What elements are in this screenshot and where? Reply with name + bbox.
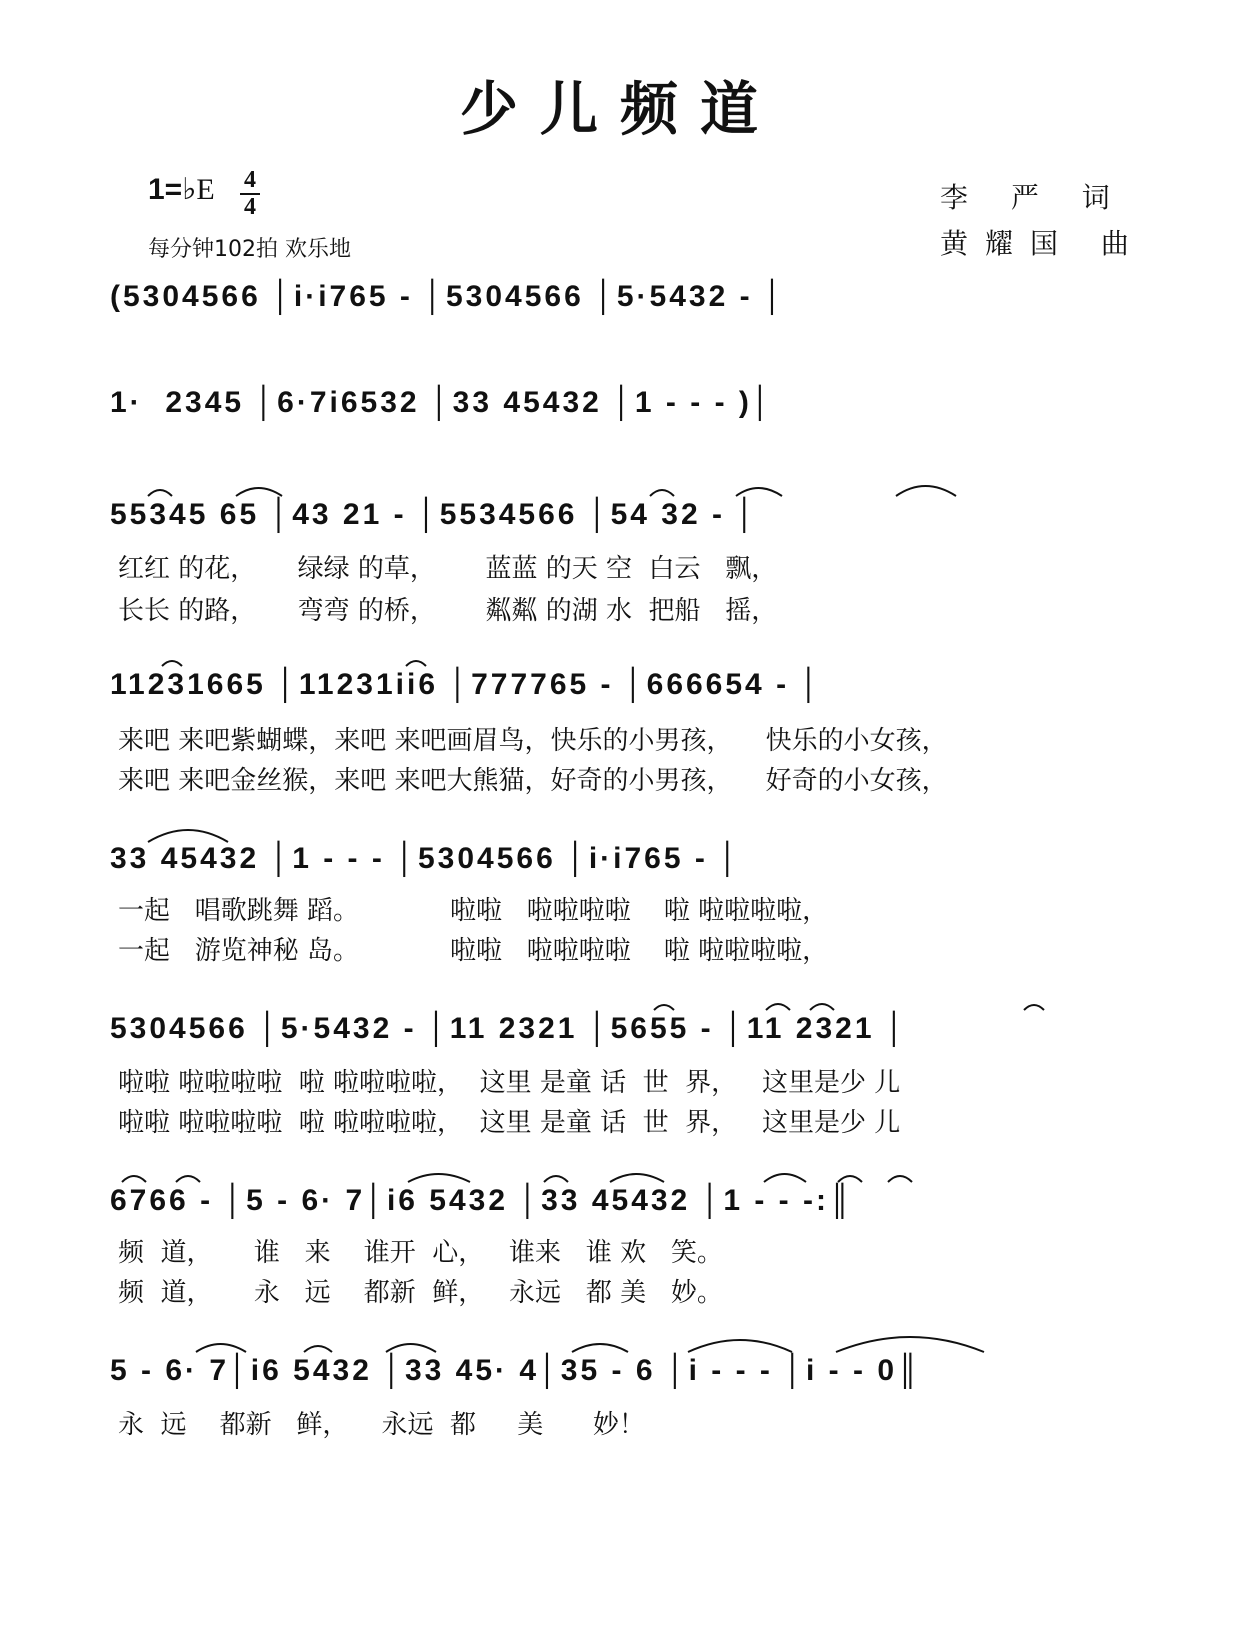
lyric-line-3b: 长长 的路， 弯弯 的桥， 粼粼 的湖 水 把船 摇， xyxy=(118,596,778,626)
slur-mark xyxy=(688,1340,792,1352)
lyricist-credit: 李 严 词 xyxy=(940,181,1127,214)
slur-mark xyxy=(304,1346,332,1352)
lyric-line-7a: 频 道， 谁 来 谁开 心， 谁来 谁 欢 笑。 xyxy=(118,1238,723,1268)
lyric-line-6b: 啦啦 啦啦啦啦 啦 啦啦啦啦， 这里 是童 话 世 界， 这里是少 儿 xyxy=(118,1108,901,1138)
composer-credit: 黄耀国 曲 xyxy=(940,227,1146,260)
slur-mark xyxy=(386,1344,436,1352)
slur-mark xyxy=(122,1176,146,1182)
slur-mark xyxy=(888,1176,912,1182)
slur-mark xyxy=(736,488,782,496)
slur-mark xyxy=(408,1174,470,1182)
slur-mark xyxy=(838,1176,862,1182)
score-line-3: 55345 65 │43 21 - │5534566 │54 32 - │ xyxy=(110,498,759,531)
key-flat: ♭E xyxy=(182,173,215,206)
slur-marks xyxy=(122,486,1044,1352)
lyric-line-7b: 频 道， 永 远 都新 鲜， 永远 都 美 妙。 xyxy=(118,1278,723,1308)
score-line-4: 11231665 │11231ii6 │777765 - │666654 - │ xyxy=(110,668,823,701)
key-prefix: 1= xyxy=(148,173,183,206)
lyric-line-5b: 一起 游览神秘 岛。 啦啦 啦啦啦啦 啦 啦啦啦啦， xyxy=(118,936,829,966)
score-line-7: 6766 - │5 - 6· 7│i6 5432 │33 45432 │1 - - -:║ xyxy=(110,1184,854,1217)
slur-mark xyxy=(406,661,426,666)
score-line-5: 33 45432 │1 - - - │5304566 │i·i765 - │ xyxy=(110,842,741,875)
slur-mark xyxy=(766,1004,790,1010)
slur-mark xyxy=(148,830,228,842)
slur-mark xyxy=(148,490,172,496)
slur-mark xyxy=(572,1344,628,1352)
slur-mark xyxy=(810,1004,834,1010)
slur-mark xyxy=(836,1337,984,1352)
slur-mark xyxy=(654,1005,674,1010)
slur-mark xyxy=(544,1176,568,1182)
slur-mark xyxy=(196,1344,246,1352)
slur-mark xyxy=(610,1174,664,1182)
score-line-6: 5304566 │5·5432 - │11 2321 │5655 - │11 2321 │ xyxy=(110,1012,908,1045)
song-title: 少儿频道 xyxy=(459,75,780,143)
meter-bottom: 4 xyxy=(244,194,256,220)
slur-mark xyxy=(162,661,182,666)
slur-mark xyxy=(764,1174,806,1182)
lyric-line-6a: 啦啦 啦啦啦啦 啦 啦啦啦啦， 这里 是童 话 世 界， 这里是少 儿 xyxy=(118,1068,901,1098)
tempo-marking: 每分钟102拍 欢乐地 xyxy=(148,237,351,262)
score-line-2: 1· 2345 │6·7i6532 │33 45432 │1 - - - )│ xyxy=(110,386,774,419)
lyric-line-4a: 来吧 来吧紫蝴蝶，来吧 来吧画眉鸟，快乐的小男孩， 快乐的小女孩， xyxy=(118,726,948,756)
slur-mark xyxy=(650,490,674,496)
slur-mark xyxy=(236,488,282,496)
meter-top: 4 xyxy=(244,167,256,193)
slur-mark xyxy=(896,486,956,496)
lyric-line-5a: 一起 唱歌跳舞 蹈。 啦啦 啦啦啦啦 啦 啦啦啦啦， xyxy=(118,896,829,926)
lyric-line-8a: 永 远 都新 鲜， 永远 都 美 妙！ xyxy=(118,1410,645,1440)
lyric-line-4b: 来吧 来吧金丝猴，来吧 来吧大熊猫，好奇的小男孩， 好奇的小女孩， xyxy=(118,766,948,796)
score-line-1: (5304566 │i·i765 - │5304566 │5·5432 - │ xyxy=(110,280,786,313)
lyric-line-3a: 红红 的花， 绿绿 的草， 蓝蓝 的天 空 白云 飘， xyxy=(118,554,778,584)
score-line-8: 5 - 6· 7│i6 5432 │33 45· 4│35 - 6 │i - - - │i - - 0║ xyxy=(110,1354,922,1387)
slur-mark xyxy=(176,1176,200,1182)
slur-mark xyxy=(1024,1005,1044,1010)
